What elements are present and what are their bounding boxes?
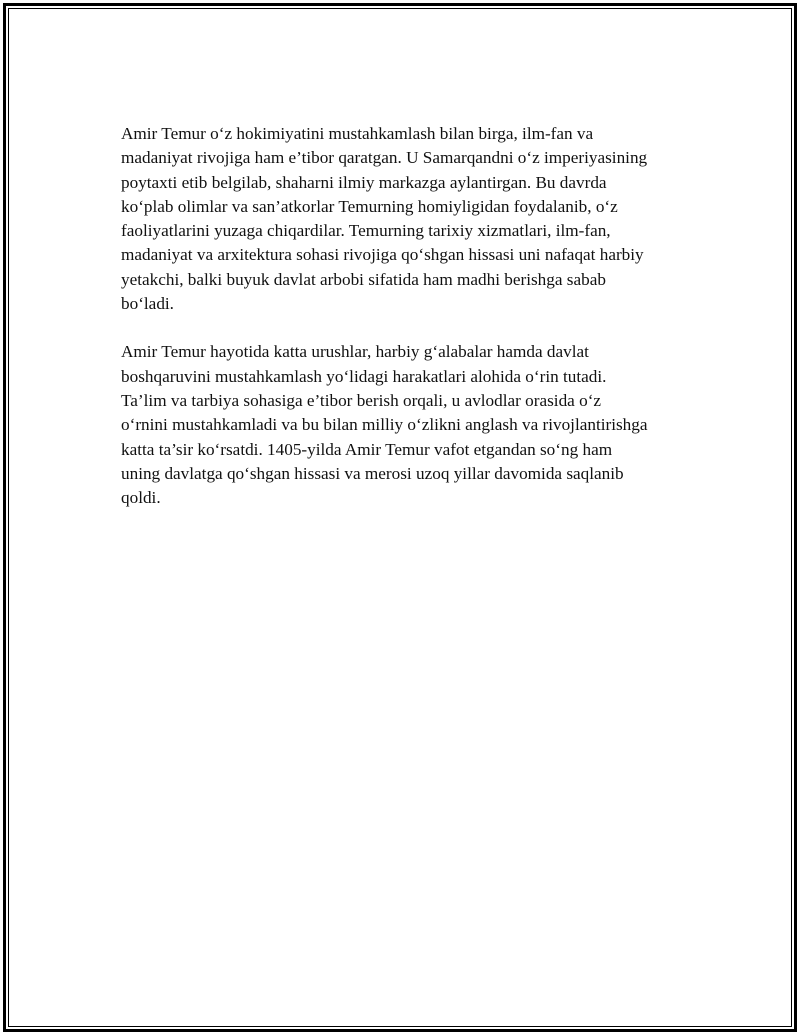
paragraph-line: boshqaruvini mustahkamlash yo‘lidagi harakatlari alohida o‘rin tutadi. — [121, 366, 607, 386]
page-border — [3, 3, 797, 1032]
paragraph-1 — [121, 122, 711, 316]
paragraph-line: ko‘plab olimlar va san’atkorlar Temurning homiyligidan foydalanib, o‘z — [121, 196, 618, 216]
paragraph-line: qoldi. — [121, 488, 161, 508]
paragraph-line: o‘rnini mustahkamladi va bu bilan milliy o‘zlikni anglash va rivojlantirishga — [121, 415, 648, 435]
paragraph-line: madaniyat va arxitektura sohasi rivojiga qo‘shgan hissasi uni nafaqat harbiy — [121, 245, 644, 265]
paragraph-line: katta ta’sir ko‘rsatdi. 1405-yilda Amir Temur vafot etgandan so‘ng ham — [121, 439, 613, 459]
paragraph-line: uning davlatga qo‘shgan hissasi va merosi uzoq yillar davomida saqlanib — [121, 463, 624, 483]
document-body — [121, 122, 711, 534]
paragraph-line: yetakchi, balki buyuk davlat arbobi sifatida ham madhi berishga sabab — [121, 269, 606, 289]
paragraph-2 — [121, 340, 711, 510]
paragraph-line: Ta’lim va tarbiya sohasiga e’tibor berish orqali, u avlodlar orasida o‘z — [121, 390, 602, 410]
paragraph-line: Amir Temur o‘z hokimiyatini mustahkamlash bilan birga, ilm-fan va — [121, 124, 594, 143]
paragraph-line: faoliyatlarini yuzaga chiqardilar. Temurning tarixiy xizmatlari, ilm-fan, — [121, 221, 611, 241]
paragraph-line: madaniyat rivojiga ham e’tibor qaratgan. U Samarqandni o‘z imperiyasining — [121, 148, 648, 168]
paragraph-line: Amir Temur hayotida katta urushlar, harbiy g‘alabalar hamda davlat — [121, 342, 589, 362]
paragraph-line: poytaxti etib belgilab, shaharni ilmiy markazga aylantirgan. Bu davrda — [121, 172, 607, 192]
paragraph-line: bo‘ladi. — [121, 294, 174, 314]
